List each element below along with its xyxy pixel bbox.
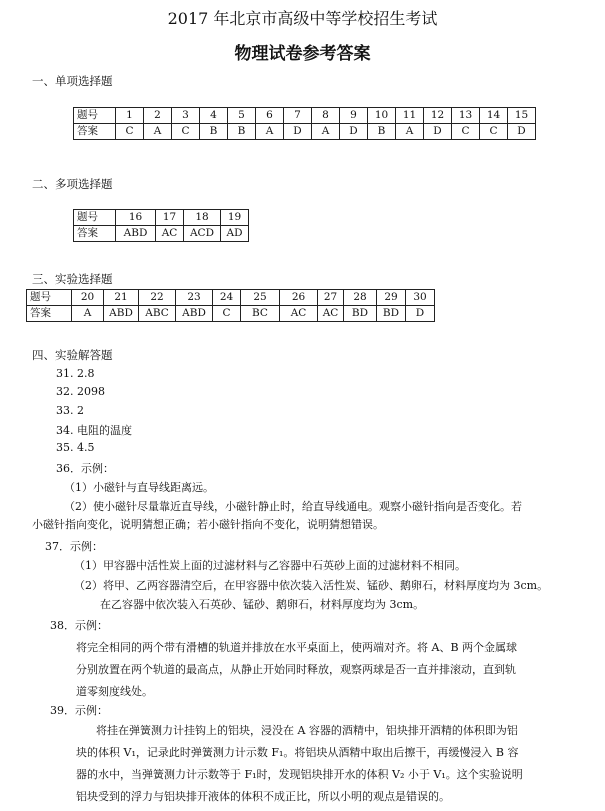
answer-cell: A	[396, 124, 424, 140]
answer-cell: ABD	[104, 306, 139, 322]
answer-cell: C	[116, 124, 144, 140]
answer-line: 块的体积 V₁，记录此时弹簧测力计示数 F₁。将铝块从酒精中取出后擦干，再缓慢浸入 B 容	[76, 746, 519, 759]
question-number: 30	[406, 290, 435, 306]
answer-line: 34. 电阻的温度	[56, 424, 132, 437]
answer-line: （1）甲容器中活性炭上面的过滤材料与乙容器中石英砂上面的过滤材料不相同。	[74, 559, 466, 572]
experiment-choice-table	[26, 289, 435, 322]
answer-line: 铝块受到的浮力与铝块排开液体的体积不成正比，所以小明的观点是错误的。	[76, 790, 450, 803]
question-number: 16	[116, 210, 156, 226]
question-number: 11	[396, 108, 424, 124]
answer-cell: D	[424, 124, 452, 140]
answer-cell: BD	[377, 306, 406, 322]
answer-cell: AC	[280, 306, 318, 322]
question-number: 5	[228, 108, 256, 124]
answer-line: 38．示例：	[50, 619, 108, 632]
answer-cell: AD	[221, 226, 249, 242]
multiple-choice-table	[73, 209, 249, 242]
question-number: 13	[452, 108, 480, 124]
question-number: 9	[340, 108, 368, 124]
answer-cell: B	[368, 124, 396, 140]
answer-cell: ABD	[116, 226, 156, 242]
section-heading: 二、多项选择题	[32, 177, 113, 191]
answer-cell: C	[480, 124, 508, 140]
answer-line: 小磁针指向变化，说明猜想正确；若小磁针指向不变化，说明猜想错误。	[32, 518, 384, 531]
single-choice-table	[73, 107, 536, 140]
answer-cell: A	[312, 124, 340, 140]
question-number: 27	[318, 290, 344, 306]
section-heading: 四、实验解答题	[32, 348, 113, 362]
question-number: 26	[280, 290, 318, 306]
answer-line: 道零刻度线处。	[76, 685, 153, 698]
question-number: 15	[508, 108, 536, 124]
answer-cell: B	[228, 124, 256, 140]
question-number: 7	[284, 108, 312, 124]
answer-cell: ABC	[139, 306, 176, 322]
question-number: 6	[256, 108, 284, 124]
answer-line: 35. 4.5	[56, 441, 95, 454]
row-label: 题号	[27, 290, 72, 306]
answer-line: 在乙容器中依次装入石英砂、锰砂、鹅卵石，材料厚度均为 3cm。	[100, 598, 425, 611]
table-row	[74, 108, 536, 124]
question-number: 24	[213, 290, 241, 306]
answer-line: 33. 2	[56, 404, 84, 417]
question-number: 14	[480, 108, 508, 124]
table-row	[27, 306, 435, 322]
answer-cell: AC	[156, 226, 184, 242]
question-number: 19	[221, 210, 249, 226]
table-row	[27, 290, 435, 306]
answer-line: （1）小磁针与直导线距离远。	[64, 481, 214, 494]
answer-cell: D	[340, 124, 368, 140]
row-label: 答案	[74, 226, 116, 242]
answer-cell: A	[144, 124, 172, 140]
answer-line: 37．示例：	[45, 540, 103, 553]
answer-cell: C	[452, 124, 480, 140]
table-row	[74, 124, 536, 140]
question-number: 29	[377, 290, 406, 306]
question-number: 28	[344, 290, 377, 306]
question-number: 20	[72, 290, 104, 306]
section-heading: 三、实验选择题	[32, 272, 113, 286]
question-number: 4	[200, 108, 228, 124]
answer-line: 36．示例：	[56, 462, 114, 475]
answer-line: 32. 2098	[56, 385, 105, 398]
answer-line: （2）将甲、乙两容器清空后，在甲容器中依次装入活性炭、锰砂、鹅卵石，材料厚度均为 3cm。	[74, 579, 549, 592]
question-number: 18	[184, 210, 221, 226]
answer-cell: D	[284, 124, 312, 140]
exam-title: 2017 年北京市高级中等学校招生考试	[167, 9, 438, 28]
question-number: 10	[368, 108, 396, 124]
answer-cell: ACD	[184, 226, 221, 242]
section-heading: 一、单项选择题	[32, 74, 113, 88]
question-number: 21	[104, 290, 139, 306]
answer-cell: C	[213, 306, 241, 322]
answer-key-title: 物理试卷参考答案	[234, 44, 371, 64]
answer-line: （2）使小磁针尽量靠近直导线，小磁针静止时，给直导线通电。观察小磁针指向是否变化。若	[64, 500, 522, 513]
row-label: 题号	[74, 210, 116, 226]
answer-cell: C	[172, 124, 200, 140]
answer-line: 将完全相同的两个带有滑槽的轨道并排放在水平桌面上，使两端对齐。将 A、B 两个金属球	[76, 641, 518, 654]
answer-cell: BD	[344, 306, 377, 322]
question-number: 22	[139, 290, 176, 306]
row-label: 答案	[74, 124, 116, 140]
answer-line: 将挂在弹簧测力计挂钩上的铝块，浸没在 A 容器的酒精中，铝块排开酒精的体积即为铝	[96, 724, 518, 737]
question-number: 8	[312, 108, 340, 124]
answer-line: 分别放置在两个轨道的最高点，从静止开始同时释放，观察两球是否一直并排滚动，直到轨	[76, 663, 516, 676]
row-label: 题号	[74, 108, 116, 124]
table-row	[74, 226, 249, 242]
answer-cell: AC	[318, 306, 344, 322]
answer-cell: ABD	[176, 306, 213, 322]
answer-cell: D	[508, 124, 536, 140]
answer-cell: B	[200, 124, 228, 140]
question-number: 25	[241, 290, 280, 306]
answer-line: 31. 2.8	[56, 367, 95, 380]
question-number: 2	[144, 108, 172, 124]
question-number: 1	[116, 108, 144, 124]
answer-cell: A	[256, 124, 284, 140]
question-number: 3	[172, 108, 200, 124]
answer-line: 器的水中，当弹簧测力计示数等于 F₁时，发现铝块排开水的体积 V₂ 小于 V₁。这个实验说明	[76, 768, 523, 781]
question-number: 23	[176, 290, 213, 306]
answer-cell: BC	[241, 306, 280, 322]
answer-cell: D	[406, 306, 435, 322]
row-label: 答案	[27, 306, 72, 322]
question-number: 12	[424, 108, 452, 124]
answer-line: 39．示例：	[50, 704, 108, 717]
question-number: 17	[156, 210, 184, 226]
table-row	[74, 210, 249, 226]
answer-cell: A	[72, 306, 104, 322]
